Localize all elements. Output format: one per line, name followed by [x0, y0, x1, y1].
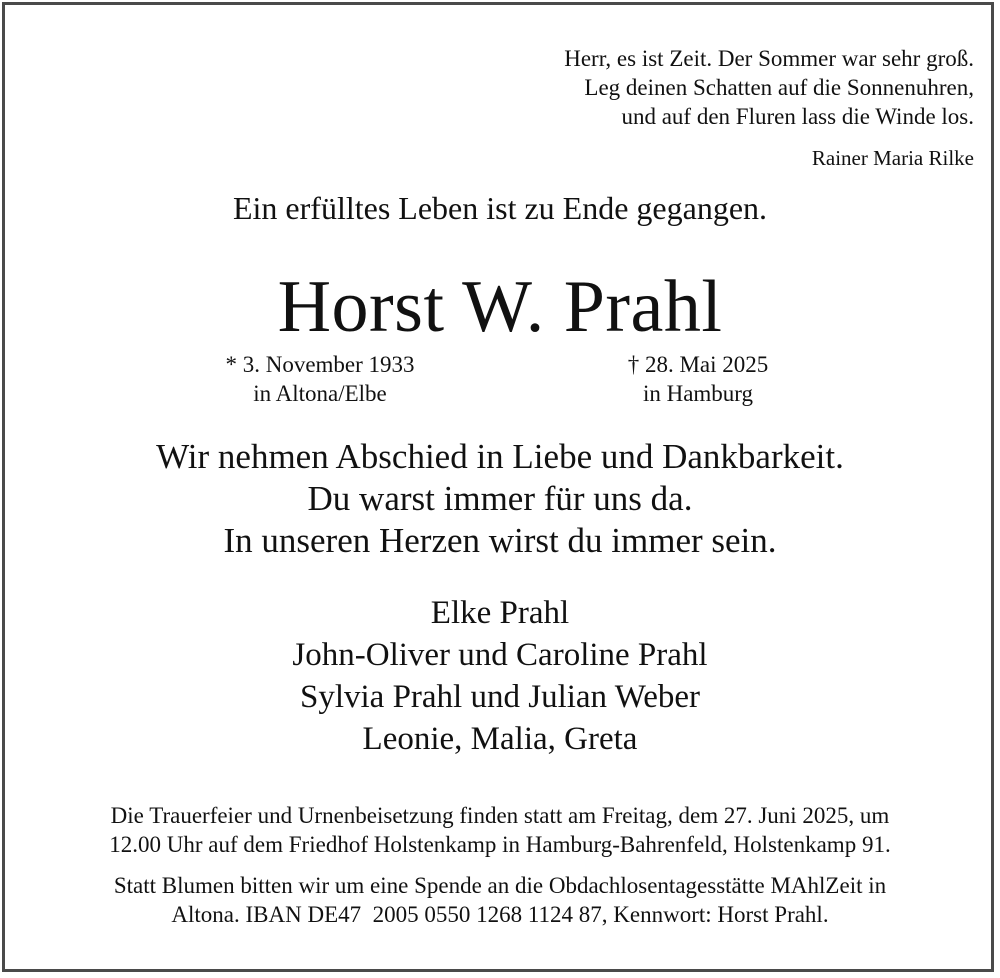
poem-author: Rainer Maria Rilke: [811, 146, 974, 170]
family-member: Leonie, Malia, Greta: [362, 721, 638, 757]
farewell-text: [0, 436, 1000, 562]
death-place: in Hamburg: [642, 381, 754, 406]
family-list: [0, 592, 1000, 760]
family-member: Sylvia Prahl und Julian Weber: [299, 679, 700, 715]
deceased-name: Horst W. Prahl: [277, 266, 723, 348]
birth-place: in Altona/Elbe: [253, 381, 387, 406]
poem-line: Herr, es ist Zeit. Der Sommer war sehr groß.: [564, 46, 974, 71]
poem-quote: [564, 44, 974, 131]
farewell-line: Wir nehmen Abschied in Liebe und Dankbarkeit.: [156, 437, 844, 476]
poem-line: Leg deinen Schatten auf die Sonnenuhren,: [584, 75, 974, 100]
funeral-line: Die Trauerfeier und Urnenbeisetzung finden statt am Freitag, dem 27. Juni 2025, um: [110, 803, 890, 828]
birth-info: [190, 350, 450, 408]
farewell-line: Du warst immer für uns da.: [307, 479, 693, 518]
intro-text: Ein erfülltes Leben ist zu Ende gegangen.: [232, 190, 768, 226]
death-info: [568, 350, 828, 408]
donation-line: Statt Blumen bitten wir um eine Spende an die Obdachlosentagesstätte MAhlZeit in: [113, 873, 887, 898]
family-member: John-Oliver und Caroline Prahl: [292, 637, 708, 673]
funeral-line: 12.00 Uhr auf dem Friedhof Holstenkamp in Hamburg-Bahrenfeld, Holstenkamp 91.: [109, 832, 891, 857]
farewell-line: In unseren Herzen wirst du immer sein.: [223, 521, 777, 560]
donation-line: Altona. IBAN DE47 2005 0550 1268 1124 87, Kennwort: Horst Prahl.: [171, 902, 829, 927]
ceremony-details: [0, 801, 1000, 929]
birth-date: * 3. November 1933: [225, 352, 415, 377]
death-date: † 28. Mai 2025: [627, 352, 769, 377]
family-member: Elke Prahl: [430, 595, 570, 631]
poem-line: und auf den Fluren lass die Winde los.: [621, 104, 974, 129]
